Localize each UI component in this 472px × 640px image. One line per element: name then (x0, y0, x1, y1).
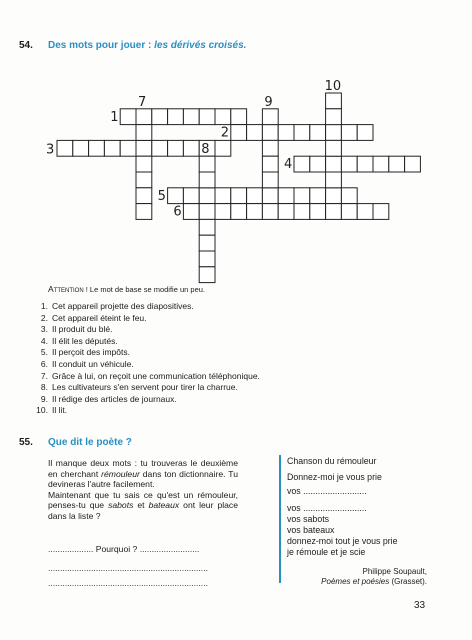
crossword-grid (0, 0, 472, 290)
clue-number-7: 7 (138, 94, 147, 110)
crossword-cell[interactable] (199, 156, 215, 172)
definition-text: Les cultivateurs s'en servent pour tirer la charrue. (52, 382, 238, 393)
definition-item (32, 313, 432, 325)
definition-number: 7. (40, 370, 48, 381)
definition-item (32, 301, 432, 313)
crossword-cell[interactable] (183, 109, 199, 125)
crossword-cell[interactable] (326, 188, 342, 204)
crossword-cell[interactable] (136, 140, 152, 156)
instructions-p1: Il manque deux mots : tu trouveras le deuxième en cherchant rémouleur dans ton dictionnaire. Tu devineras l'autre facilement. (48, 458, 238, 490)
definition-text: Il élit les députés. (52, 335, 118, 346)
crossword-cell[interactable] (326, 156, 342, 172)
crossword-cell[interactable] (357, 156, 373, 172)
definition-number: 10. (36, 405, 48, 416)
dotted-line-1: ................................................................... (48, 563, 208, 573)
crossword-cell[interactable] (326, 204, 342, 220)
definition-text: Il perçoit des impôts. (52, 347, 130, 358)
poem-line: vos sabots (287, 513, 330, 524)
crossword-cell[interactable] (357, 125, 373, 141)
poem-accent-bar (279, 455, 281, 583)
crossword-cell[interactable] (199, 267, 215, 283)
crossword-cell[interactable] (310, 188, 326, 204)
instructions-p2: Maintenant que tu sais ce qu'est un rémouleur, penses-tu que sabots et bateaux ont leur place dans la liste ? (48, 489, 238, 521)
crossword-cell[interactable] (215, 109, 231, 125)
crossword-cell[interactable] (136, 188, 152, 204)
crossword-cell[interactable] (341, 156, 357, 172)
crossword-cell[interactable] (136, 109, 152, 125)
definition-item (32, 394, 432, 406)
crossword-cell[interactable] (231, 109, 247, 125)
crossword-cell[interactable] (104, 140, 120, 156)
crossword-cell[interactable] (326, 125, 342, 141)
definition-number: 8. (40, 382, 48, 393)
crossword-cell[interactable] (278, 204, 294, 220)
poem-source: Poèmes et poésies (Grasset). (321, 577, 427, 586)
poem-line: donnez-moi tout je vous prie (287, 536, 398, 547)
crossword-cell[interactable] (183, 140, 199, 156)
poem-line: vos .......................... (287, 502, 367, 513)
definition-item (32, 324, 432, 336)
crossword-cell[interactable] (89, 140, 105, 156)
crossword-cell[interactable] (168, 188, 184, 204)
crossword-cell[interactable] (310, 156, 326, 172)
crossword-cell[interactable] (215, 204, 231, 220)
crossword-cell[interactable] (389, 156, 405, 172)
crossword-cell[interactable] (199, 204, 215, 220)
exercise-55-title: Que dit le poète ? (48, 437, 132, 448)
crossword-cell[interactable] (294, 156, 310, 172)
definition-item (32, 359, 432, 371)
clue-number-3: 3 (46, 142, 55, 158)
clue-number-2: 2 (220, 125, 230, 141)
crossword-cell[interactable] (183, 204, 199, 220)
crossword-cell[interactable] (247, 204, 263, 220)
crossword-cell[interactable] (326, 140, 342, 156)
crossword-cell[interactable] (136, 125, 152, 141)
definition-text: Il conduit un véhicule. (52, 358, 134, 369)
poem-line: vos bateaux (287, 525, 335, 536)
crossword-cell[interactable] (341, 188, 357, 204)
crossword-cell[interactable] (57, 140, 73, 156)
definition-number: 5. (40, 347, 48, 358)
crossword-cell[interactable] (215, 140, 231, 156)
exercise-54-number: 54. (19, 40, 33, 51)
definition-text: Il produit du blé. (52, 324, 113, 335)
crossword-cell[interactable] (73, 140, 89, 156)
definition-text: Cet appareil éteint le feu. (52, 312, 147, 323)
clue-number-6: 6 (173, 204, 182, 220)
crossword-cell[interactable] (231, 125, 247, 141)
crossword-cell[interactable] (199, 188, 215, 204)
answer-line: ................... Pourquoi ? ......................... (48, 544, 200, 554)
definition-number: 2. (40, 312, 48, 323)
page-number: 33 (414, 600, 426, 611)
crossword-cell[interactable] (326, 109, 342, 125)
dotted-line-2: ................................................................... (48, 578, 208, 588)
definition-text: Il rédige des articles de journaux. (52, 393, 177, 404)
crossword-cell[interactable] (199, 109, 215, 125)
crossword-cell[interactable] (152, 140, 168, 156)
crossword-cell[interactable] (199, 172, 215, 188)
definition-item (32, 382, 432, 394)
crossword-cell[interactable] (136, 204, 152, 220)
crossword-cell[interactable] (278, 188, 294, 204)
definition-text: Grâce à lui, on reçoit une communication téléphonique. (52, 370, 260, 381)
crossword-cell[interactable] (294, 125, 310, 141)
definition-number: 3. (40, 324, 48, 335)
poem-line: Donnez-moi je vous prie (287, 472, 382, 483)
crossword-cell[interactable] (310, 204, 326, 220)
clue-number-9: 9 (264, 94, 273, 110)
clue-number-10: 10 (324, 79, 342, 94)
poem-title: Chanson du rémouleur (287, 456, 377, 466)
definition-text: Il lit. (52, 405, 68, 416)
definition-number: 6. (40, 358, 48, 369)
crossword-cell[interactable] (310, 125, 326, 141)
definitions-list (32, 301, 432, 417)
definition-item (32, 405, 432, 417)
crossword-cell[interactable] (326, 172, 342, 188)
crossword-cell[interactable] (262, 156, 278, 172)
crossword-cell[interactable] (341, 204, 357, 220)
crossword-cell[interactable] (262, 109, 278, 125)
exercise-55-number: 55. (19, 437, 33, 448)
crossword-cell[interactable] (247, 125, 263, 141)
definition-item (32, 371, 432, 383)
clue-number-5: 5 (157, 188, 166, 204)
crossword-cell[interactable] (168, 109, 184, 125)
crossword-cell[interactable] (262, 172, 278, 188)
crossword-cell[interactable] (199, 251, 215, 267)
crossword-cell[interactable] (199, 235, 215, 251)
definition-number: 1. (40, 301, 48, 311)
crossword-cell[interactable] (136, 156, 152, 172)
crossword-cell[interactable] (262, 188, 278, 204)
definition-number: 4. (40, 335, 48, 346)
crossword-cell[interactable] (357, 204, 373, 220)
crossword-cell[interactable] (168, 140, 184, 156)
definition-text: Cet appareil projette des diapositives. (52, 301, 194, 311)
clue-number-1: 1 (110, 109, 119, 125)
crossword-cell[interactable] (326, 93, 342, 109)
clue-number-4: 4 (284, 157, 293, 173)
crossword-cell[interactable] (136, 172, 152, 188)
crossword-cell[interactable] (215, 188, 231, 204)
crossword-cell[interactable] (247, 188, 263, 204)
crossword-cell[interactable] (373, 204, 389, 220)
crossword-cell[interactable] (341, 125, 357, 141)
crossword-cell[interactable] (120, 109, 136, 125)
clue-number-8: 8 (201, 142, 210, 158)
crossword-cell[interactable] (373, 156, 389, 172)
instructions-paragraph (48, 458, 238, 522)
crossword-cell[interactable] (199, 219, 215, 235)
crossword-cell[interactable] (183, 188, 199, 204)
poem-line: vos .......................... (287, 486, 367, 497)
definition-item (32, 347, 432, 359)
crossword-cell[interactable] (294, 204, 310, 220)
crossword-cell[interactable] (262, 204, 278, 220)
poem-line: je rémoule et je scie (287, 547, 366, 558)
crossword-cell[interactable] (231, 188, 247, 204)
crossword-cell[interactable] (152, 109, 168, 125)
definition-item (32, 336, 432, 348)
crossword-cell[interactable] (278, 125, 294, 141)
poem-credit (287, 567, 427, 587)
poem (287, 456, 398, 559)
crossword-cell[interactable] (294, 188, 310, 204)
crossword-cell[interactable] (262, 125, 278, 141)
definition-number: 9. (40, 393, 48, 404)
attention-note: Attention ! Le mot de base se modifie un peu. (48, 284, 205, 294)
crossword-cell[interactable] (262, 140, 278, 156)
exercise-54-title: Des mots pour jouer : les dérivés croisés. (48, 40, 247, 51)
crossword-cell[interactable] (405, 156, 421, 172)
poem-author: Philippe Soupault, (362, 567, 427, 576)
crossword-cell[interactable] (120, 140, 136, 156)
crossword-cell[interactable] (231, 204, 247, 220)
